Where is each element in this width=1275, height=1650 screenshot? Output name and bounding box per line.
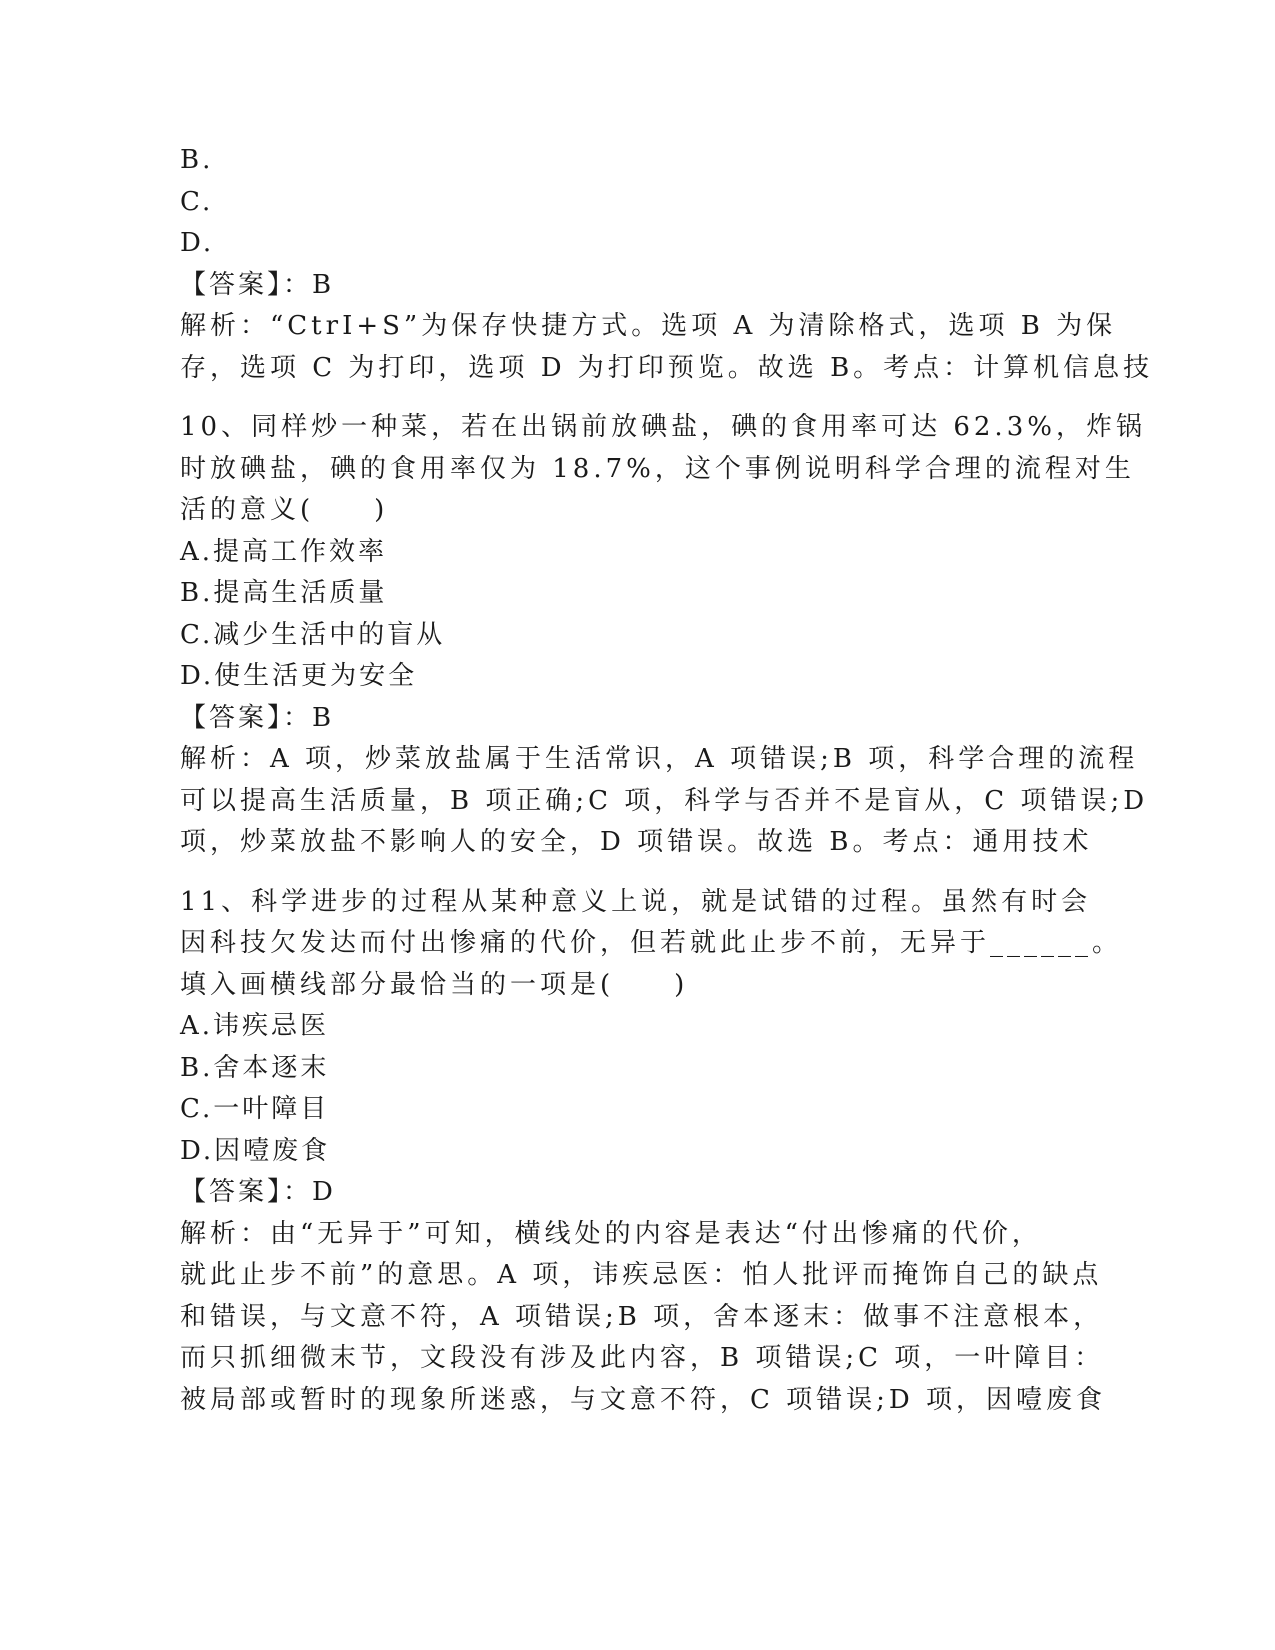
analysis-line: 项，炒菜放盐不影响人的安全，D 项错误。故选 B。考点：通用技术 [180,827,1093,857]
analysis-line: 而只抓细微末节，文段没有涉及此内容，B 项错误;C 项，一叶障目： [180,1343,1105,1373]
option-b: B.提高生活质量 [180,578,388,608]
question-9-block [180,140,1154,389]
analysis-line: 和错误，与文意不符，A 项错误;B 项，舍本逐末：做事不注意根本， [180,1301,1104,1332]
analysis-line: 解析：A 项，炒菜放盐属于生活常识，A 项错误;B 项，科学合理的流程 [180,744,1139,774]
option-c: C. [180,186,214,217]
document-page [180,140,1154,1421]
option-b: B.舍本逐末 [180,1052,330,1083]
option-a: A.提高工作效率 [180,536,388,567]
analysis-line: 可以提高生活质量，B 项正确;C 项，科学与否并不是盲从，C 项错误;D [180,785,1149,816]
question-stem-line: 因科技欠发达而付出惨痛的代价，但若就此止步不前，无异于______。 [180,928,1123,958]
question-stem-line: 活的意义( ) [180,495,389,525]
question-stem-line: 10、同样炒一种菜，若在出锅前放碘盐，碘的食用率可达 62.3%，炸锅 [180,412,1146,442]
option-c: C.减少生活中的盲从 [180,619,446,650]
answer-line: 【答案】：B [180,702,335,733]
question-stem-line: 时放碘盐，碘的食用率仅为 18.7%，这个事例说明科学合理的流程对生 [180,453,1135,484]
analysis-line: 解析：“CtrI+S”为保存快捷方式。选项 A 为清除格式，选项 B 为保 [180,311,1117,341]
option-d: D.因噎废食 [180,1135,331,1166]
option-d: D. [180,228,215,258]
answer-line: 【答案】：D [180,1177,336,1207]
question-stem-line: 11、科学进步的过程从某种意义上说，就是试错的过程。虽然有时会 [180,886,1092,917]
question-stem-line: 填入画横线部分最恰当的一项是( ) [180,969,689,1000]
option-b: B. [180,145,214,175]
analysis-line: 被局部或暂时的现象所迷惑，与文意不符，C 项错误;D 项，因噎废食 [180,1384,1107,1415]
spacer [180,389,1040,407]
analysis-line: 就此止步不前”的意思。A 项，讳疾忌医：怕人批评而掩饰自己的缺点 [180,1260,1103,1290]
option-d: D.使生活更为安全 [180,661,418,691]
spacer [180,864,1040,882]
question-11-block [180,882,1123,1422]
answer-line: 【答案】：B [180,269,335,300]
question-10-block [180,407,1149,864]
analysis-line: 解析：由“无异于”可知，横线处的内容是表达“付出惨痛的代价， [180,1218,1042,1249]
analysis-line: 存，选项 C 为打印，选项 D 为打印预览。故选 B。考点：计算机信息技 [180,352,1154,383]
option-a: A.讳疾忌医 [180,1011,330,1041]
option-c: C.一叶障目 [180,1094,330,1124]
